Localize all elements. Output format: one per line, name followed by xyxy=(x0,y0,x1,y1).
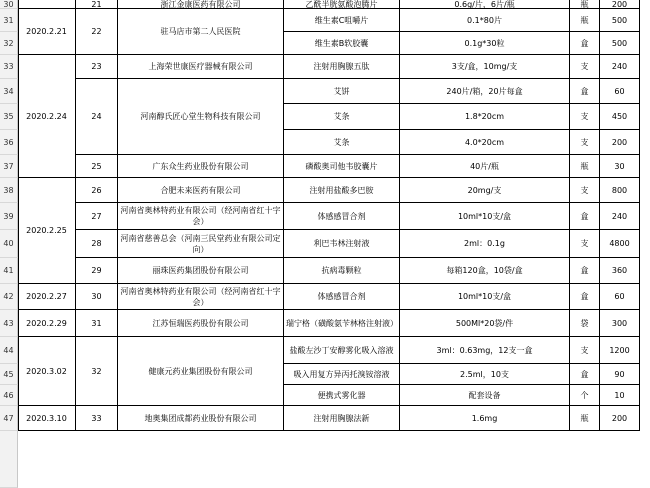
item-qty-cell[interactable]: 500 xyxy=(600,32,640,55)
item-unit-cell[interactable]: 瓶 xyxy=(570,406,600,431)
date-cell[interactable]: 2020.2.21 xyxy=(18,9,76,55)
donor-cell[interactable]: 驻马店市第二人民医院 xyxy=(118,9,284,55)
item-name-cell[interactable]: 便携式雾化器 xyxy=(284,385,400,406)
row-header[interactable]: 43 xyxy=(0,310,18,337)
date-cell[interactable]: 2020.3.02 xyxy=(18,337,76,406)
item-unit-cell[interactable]: 盒 xyxy=(570,79,600,104)
row-header[interactable]: 47 xyxy=(0,406,18,431)
row-header[interactable]: 41 xyxy=(0,258,18,284)
row-header[interactable]: 42 xyxy=(0,284,18,310)
row-header[interactable]: 33 xyxy=(0,55,18,79)
donor-cell[interactable]: 浙江金康医药有限公司 xyxy=(118,0,284,9)
row-header[interactable]: 36 xyxy=(0,130,18,155)
item-spec-cell[interactable]: 4.0*20cm xyxy=(400,130,570,155)
item-spec-cell[interactable]: 0.1g*30粒 xyxy=(400,32,570,55)
item-qty-cell[interactable]: 240 xyxy=(600,203,640,230)
donor-cell[interactable]: 河南省奥林特药业有限公司（经河南省红十字会） xyxy=(118,284,284,310)
item-spec-cell[interactable]: 10ml*10支/盒 xyxy=(400,203,570,230)
item-qty-cell[interactable]: 1200 xyxy=(600,337,640,364)
item-spec-cell[interactable]: 0.1*80片 xyxy=(400,9,570,32)
item-name-cell[interactable]: 磷酸奥司他韦胶囊片 xyxy=(284,155,400,178)
item-spec-cell[interactable]: 1.8*20cm xyxy=(400,104,570,130)
item-unit-cell[interactable]: 瓶 xyxy=(570,9,600,32)
row-header[interactable]: 34 xyxy=(0,79,18,104)
item-name-cell[interactable]: 艾条 xyxy=(284,104,400,130)
row-header[interactable]: 40 xyxy=(0,230,18,258)
date-cell[interactable]: 2020.3.10 xyxy=(18,406,76,431)
item-spec-cell[interactable]: 40片/瓶 xyxy=(400,155,570,178)
serial-number-cell[interactable]: 27 xyxy=(76,203,118,230)
item-name-cell[interactable]: 艾条 xyxy=(284,130,400,155)
item-qty-cell[interactable]: 800 xyxy=(600,178,640,203)
item-unit-cell[interactable]: 瓶 xyxy=(570,0,600,9)
row-header[interactable]: 44 xyxy=(0,337,18,364)
item-name-cell[interactable]: 维生素B软胶囊 xyxy=(284,32,400,55)
item-name-cell[interactable]: 利巴韦林注射液 xyxy=(284,230,400,258)
item-spec-cell[interactable]: 240片/箱，20片每盒 xyxy=(400,79,570,104)
date-cell[interactable]: 2020.2.24 xyxy=(18,55,76,178)
item-qty-cell[interactable]: 10 xyxy=(600,385,640,406)
date-cell[interactable]: 2020.2.25 xyxy=(18,178,76,284)
item-name-cell[interactable]: 乙酰半胱氨酸泡腾片 xyxy=(284,0,400,9)
item-spec-cell[interactable]: 每箱120盒，10袋/盒 xyxy=(400,258,570,284)
item-qty-cell[interactable]: 90 xyxy=(600,364,640,385)
item-unit-cell[interactable]: 支 xyxy=(570,178,600,203)
item-unit-cell[interactable]: 支 xyxy=(570,55,600,79)
item-qty-cell[interactable]: 360 xyxy=(600,258,640,284)
item-qty-cell[interactable]: 500 xyxy=(600,9,640,32)
date-cell[interactable] xyxy=(18,0,76,9)
item-name-cell[interactable]: 艾饼 xyxy=(284,79,400,104)
item-unit-cell[interactable]: 盒 xyxy=(570,284,600,310)
item-spec-cell[interactable]: 500Ml*20袋/件 xyxy=(400,310,570,337)
item-unit-cell[interactable]: 盒 xyxy=(570,32,600,55)
item-qty-cell[interactable]: 200 xyxy=(600,406,640,431)
serial-number-cell[interactable]: 26 xyxy=(76,178,118,203)
row-header[interactable]: 39 xyxy=(0,203,18,230)
item-unit-cell[interactable]: 袋 xyxy=(570,310,600,337)
serial-number-cell[interactable]: 28 xyxy=(76,230,118,258)
row-header[interactable]: 30 xyxy=(0,0,18,9)
donor-cell[interactable]: 河南醇氏匠心堂生物科技有限公司 xyxy=(118,79,284,155)
item-spec-cell[interactable]: 1.6mg xyxy=(400,406,570,431)
item-qty-cell[interactable]: 200 xyxy=(600,0,640,9)
row-header[interactable]: 38 xyxy=(0,178,18,203)
item-name-cell[interactable]: 盐酸左沙丁安醇雾化吸入溶液 xyxy=(284,337,400,364)
item-name-cell[interactable]: 体感感冒合剂 xyxy=(284,284,400,310)
item-qty-cell[interactable]: 200 xyxy=(600,130,640,155)
donor-cell[interactable]: 江苏恒瑞医药股份有限公司 xyxy=(118,310,284,337)
item-unit-cell[interactable]: 盒 xyxy=(570,203,600,230)
serial-number-cell[interactable]: 24 xyxy=(76,79,118,155)
serial-number-cell[interactable]: 25 xyxy=(76,155,118,178)
serial-number-cell[interactable]: 22 xyxy=(76,9,118,55)
row-header[interactable]: 35 xyxy=(0,104,18,130)
item-qty-cell[interactable]: 300 xyxy=(600,310,640,337)
row-header-filler xyxy=(0,431,18,488)
donor-cell[interactable]: 健康元药业集团股份有限公司 xyxy=(118,337,284,406)
donor-cell[interactable]: 河南省慈善总会（河南三民堂药业有限公司定向） xyxy=(118,230,284,258)
row-header[interactable]: 31 xyxy=(0,9,18,32)
serial-number-cell[interactable]: 21 xyxy=(76,0,118,9)
item-name-cell[interactable]: 注射用胸腺五肽 xyxy=(284,55,400,79)
item-qty-cell[interactable]: 30 xyxy=(600,155,640,178)
item-name-cell[interactable]: 瑞宁格（磺酸氨苄林格注射液） xyxy=(284,310,400,337)
serial-number-cell[interactable]: 29 xyxy=(76,258,118,284)
donor-cell[interactable]: 丽珠医药集团股份有限公司 xyxy=(118,258,284,284)
item-qty-cell[interactable]: 60 xyxy=(600,284,640,310)
serial-number-cell[interactable]: 23 xyxy=(76,55,118,79)
donor-cell[interactable]: 地奥集团成都药业股份有限公司 xyxy=(118,406,284,431)
item-spec-cell[interactable]: 2.5ml，10支 xyxy=(400,364,570,385)
donor-cell[interactable]: 上海荣世康医疗器械有限公司 xyxy=(118,55,284,79)
item-unit-cell[interactable]: 支 xyxy=(570,230,600,258)
item-spec-cell[interactable]: 20mg/支 xyxy=(400,178,570,203)
item-spec-cell[interactable]: 2ml：0.1g xyxy=(400,230,570,258)
item-name-cell[interactable]: 吸入用复方异丙托溴铵溶液 xyxy=(284,364,400,385)
item-qty-cell[interactable]: 4800 xyxy=(600,230,640,258)
item-unit-cell[interactable]: 支 xyxy=(570,337,600,364)
item-unit-cell[interactable]: 支 xyxy=(570,104,600,130)
item-spec-cell[interactable]: 配套设备 xyxy=(400,385,570,406)
item-name-cell[interactable]: 体感感冒合剂 xyxy=(284,203,400,230)
donor-cell[interactable]: 广东众生药业股份有限公司 xyxy=(118,155,284,178)
item-spec-cell[interactable]: 10ml*10支/盒 xyxy=(400,284,570,310)
date-cell[interactable]: 2020.2.27 xyxy=(18,284,76,310)
row-header[interactable]: 45 xyxy=(0,364,18,385)
item-spec-cell[interactable]: 3ml：0.63mg，12支一盒 xyxy=(400,337,570,364)
serial-number-cell[interactable]: 32 xyxy=(76,337,118,406)
item-name-cell[interactable]: 抗病毒颗粒 xyxy=(284,258,400,284)
row-header[interactable]: 32 xyxy=(0,32,18,55)
item-unit-cell[interactable]: 瓶 xyxy=(570,155,600,178)
item-spec-cell[interactable]: 0.6g/片，6片/瓶 xyxy=(400,0,570,9)
item-unit-cell[interactable]: 个 xyxy=(570,385,600,406)
item-name-cell[interactable]: 注射用盐酸多巴胺 xyxy=(284,178,400,203)
donor-cell[interactable]: 合肥未来医药有限公司 xyxy=(118,178,284,203)
table-left-border xyxy=(18,0,19,431)
donor-cell[interactable]: 河南省奥林特药业有限公司（经河南省红十字会） xyxy=(118,203,284,230)
date-cell[interactable]: 2020.2.29 xyxy=(18,310,76,337)
item-qty-cell[interactable]: 450 xyxy=(600,104,640,130)
item-name-cell[interactable]: 维生素C咀嚼片 xyxy=(284,9,400,32)
item-qty-cell[interactable]: 60 xyxy=(600,79,640,104)
row-header[interactable]: 46 xyxy=(0,385,18,406)
item-qty-cell[interactable]: 240 xyxy=(600,55,640,79)
item-spec-cell[interactable]: 3支/盒，10mg/支 xyxy=(400,55,570,79)
item-unit-cell[interactable]: 盒 xyxy=(570,364,600,385)
item-unit-cell[interactable]: 盒 xyxy=(570,258,600,284)
item-name-cell[interactable]: 注射用胸腺法新 xyxy=(284,406,400,431)
serial-number-cell[interactable]: 30 xyxy=(76,284,118,310)
item-unit-cell[interactable]: 支 xyxy=(570,130,600,155)
serial-number-cell[interactable]: 31 xyxy=(76,310,118,337)
serial-number-cell[interactable]: 33 xyxy=(76,406,118,431)
row-header[interactable]: 37 xyxy=(0,155,18,178)
